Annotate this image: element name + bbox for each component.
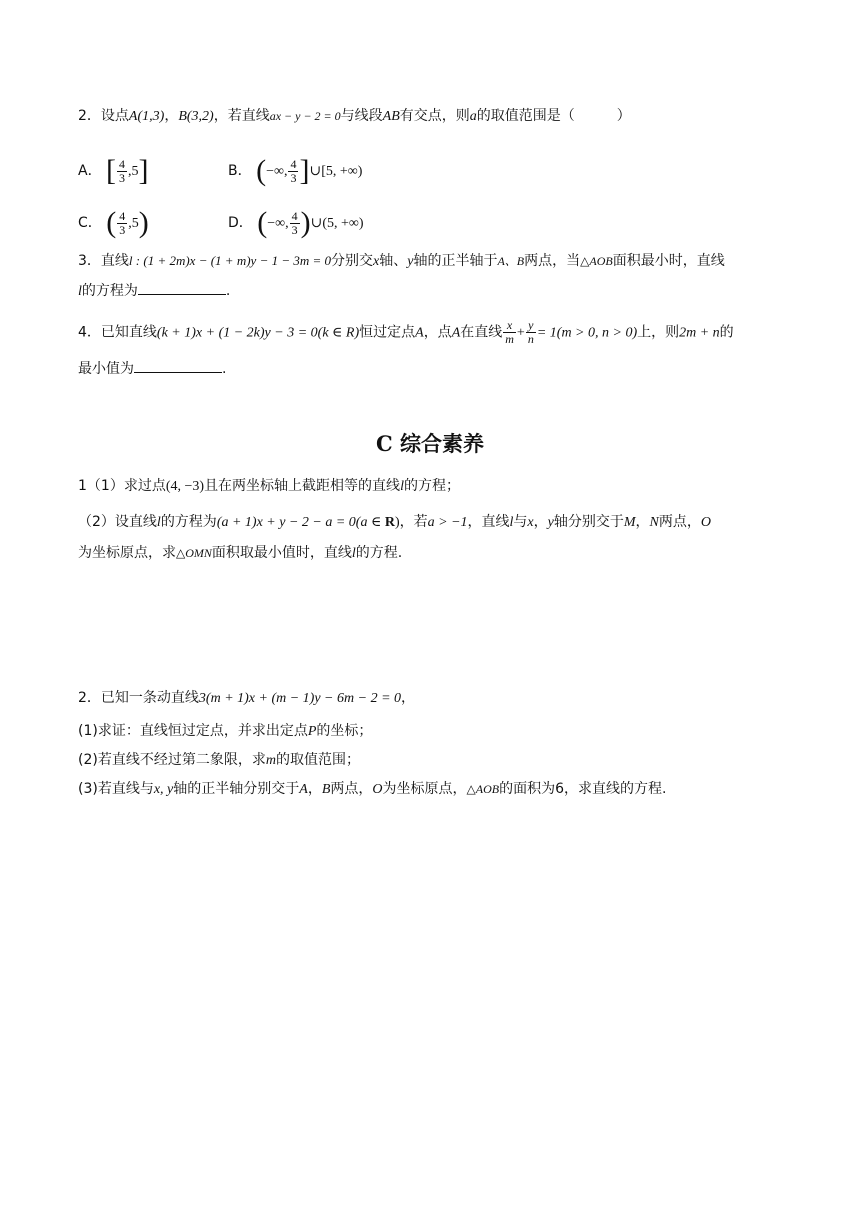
answer-blank[interactable] (138, 280, 226, 295)
c2-sub1: (1)求证：直线恒过定点，并求出定点P的坐标； (78, 723, 373, 739)
q2-stem: 2．设点A(1,3)，B(3,2)，若直线ax − y − 2 = 0与线段AB有交点，则a的取值范围是（ ） (78, 108, 631, 124)
q4-stem-line2: 最小值为 . (78, 358, 790, 379)
c1-part2: （2）设直线l的方程为(a + 1)x + y − 2 − a = 0(a ∈ R)，若a > −1，直线l与x，y轴分别交于M，N两点，O (78, 514, 711, 530)
point-a: A(1,3) (128, 109, 165, 124)
fraction: $\frac{4}{3}$ (119, 156, 126, 185)
option-a: A． [ $\frac{4}{3}$ ,5] (78, 154, 149, 187)
c2-sub3: (3)若直线与x, y轴的正半轴分别交于A，B两点，O为坐标原点，△AOB的面积为6，求直线的方程. (78, 781, 667, 797)
fraction-x-over-m: $\frac{x}{m}$ (505, 318, 514, 346)
line-equation: 3(m + 1)x + (m − 1)y − 6m − 2 = 0 (198, 691, 402, 706)
q3-stem-line2: l的方程为 . (78, 280, 790, 302)
option-b: B． (−∞, $\frac{4}{3}$ ]∪[5, +∞) (228, 154, 363, 187)
c2-stem: 2．已知一条动直线3(m + 1)x + (m − 1)y − 6m − 2 = 0， (78, 690, 416, 706)
line-equation: (k + 1)x + (1 − 2k)y − 3 = 0(k ∈ R) (156, 325, 360, 341)
q4-stem: 4．已知直线(k + 1)x + (1 − 2k)y − 3 = 0(k ∈ R)恒过定点A，点A在直线 $\frac{x}{m}$ + $\frac{y}{n}$ = 1(m > 0, n > 0)上，则2m + n的 (78, 318, 734, 346)
option-d: D． (−∞, $\frac{4}{3}$ )∪(5, +∞) (228, 206, 364, 239)
fraction: $\frac{4}{3}$ (119, 208, 126, 237)
point-b: B(3,2) (178, 109, 214, 124)
question-number: 2． (78, 108, 101, 124)
c1-part2-line2: 为坐标原点，求△OMN面积取最小值时，直线l的方程. (78, 545, 403, 561)
c1-part1: 1（1）求过点(4, −3)且在两坐标轴上截距相等的直线l的方程； (78, 478, 460, 494)
section-title: C 综合素养 (375, 431, 485, 456)
option-c: C． ( $\frac{4}{3}$ ,5) (78, 206, 149, 239)
fraction-y-over-n: $\frac{y}{n}$ (527, 318, 534, 346)
line-equation: l : (1 + 2m)x − (1 + m)y − 1 − 3m = 0 (128, 253, 332, 268)
fraction: $\frac{4}{3}$ (291, 208, 298, 237)
question-number: 4． (78, 324, 101, 341)
line-equation: ax − y − 2 = 0 (269, 109, 341, 123)
question-number: 3． (78, 253, 101, 269)
question-number: 2． (78, 690, 101, 706)
answer-blank[interactable] (134, 358, 222, 373)
fraction: $\frac{4}{3}$ (290, 156, 297, 185)
q3-stem: 3．直线l : (1 + 2m)x − (1 + m)y − 1 − 3m = 0分别交x轴、y轴的正半轴于A、B两点，当△AOB面积最小时，直线 (78, 253, 725, 269)
c2-sub2: (2)若直线不经过第二象限，求m的取值范围； (78, 752, 360, 768)
